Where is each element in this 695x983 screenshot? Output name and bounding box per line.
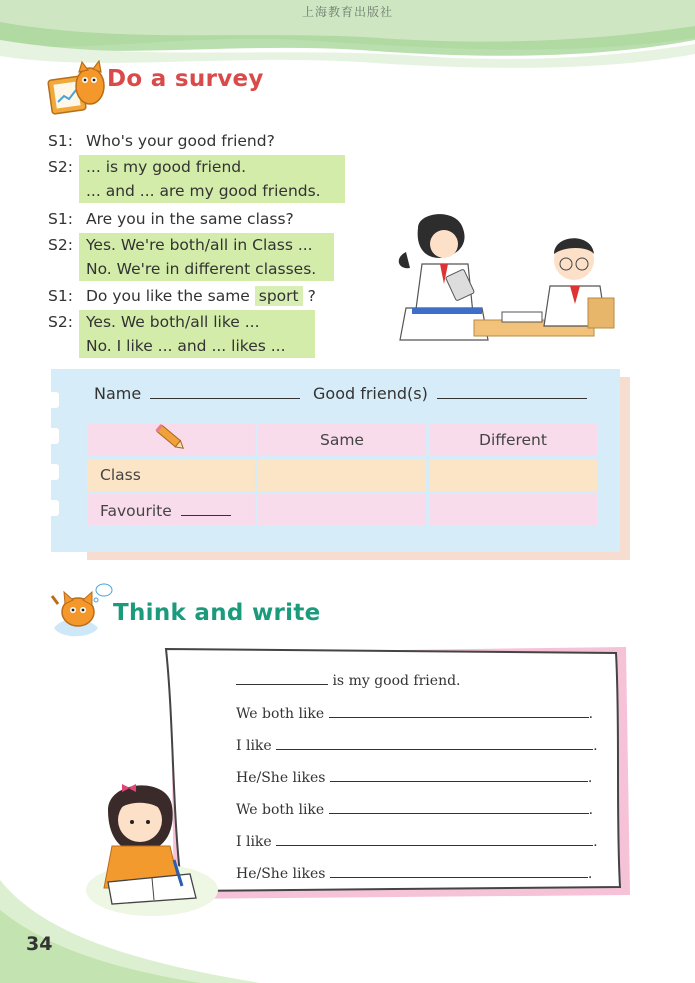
speaker-label: S2: — [48, 313, 73, 331]
card-notch — [43, 464, 59, 480]
pencil-cell — [87, 424, 255, 456]
write-line-5[interactable]: We both like . — [236, 799, 593, 818]
name-label: Name — [94, 384, 142, 403]
row-label-favourite — [87, 494, 255, 526]
name-blank[interactable] — [150, 384, 300, 399]
speaker-label: S2: — [48, 158, 73, 176]
card-notch — [43, 500, 59, 516]
dialogue-line: Are you in the same class? — [86, 210, 294, 228]
write-line-3[interactable]: I like . — [236, 735, 598, 754]
table-cell-favourite-same[interactable] — [258, 494, 426, 526]
col-header-different: Different — [429, 424, 597, 456]
dialogue-text: Do you like the same — [86, 287, 250, 305]
write-line-text: is my good friend. — [332, 673, 461, 689]
publisher-name: 上海教育出版社 — [301, 5, 393, 19]
card-notch — [43, 392, 59, 408]
write-line-text: He/She likes — [236, 770, 326, 786]
answer-blank[interactable] — [236, 670, 328, 685]
survey-table — [84, 421, 600, 529]
think-title: Think and write — [113, 600, 321, 626]
table-cell-favourite-different[interactable] — [429, 494, 597, 526]
dialogue-text: ? — [307, 287, 316, 305]
survey-title: Do a survey — [107, 66, 264, 92]
row-label-class: Class — [87, 459, 255, 491]
dialogue-line: ... and ... are my good friends. — [86, 182, 321, 200]
speaker-label: S1: — [48, 210, 73, 228]
keyword-highlight: sport — [255, 286, 303, 306]
write-line-text: I like — [236, 738, 272, 754]
students-illustration — [378, 208, 618, 348]
dialogue-line — [86, 284, 316, 308]
write-line-6[interactable]: I like . — [236, 831, 598, 850]
write-line-1[interactable] — [236, 670, 461, 689]
page-number: 34 — [26, 933, 53, 955]
cat-thinking-icon — [48, 582, 114, 640]
dialogue-line: Yes. We both/all like ... — [86, 313, 260, 331]
dialogue-line: Yes. We're both/all in Class ... — [86, 236, 313, 254]
answer-blank[interactable] — [276, 831, 593, 846]
table-cell-class-different[interactable] — [429, 459, 597, 491]
write-line-7[interactable]: He/She likes . — [236, 863, 592, 882]
col-header-same: Same — [258, 424, 426, 456]
name-field[interactable] — [94, 384, 300, 403]
cat-clipboard-icon — [46, 60, 108, 116]
answer-blank[interactable] — [276, 735, 593, 750]
friend-label: Good friend(s) — [313, 384, 428, 403]
dialogue-line: No. I like ... and ... likes ... — [86, 337, 286, 355]
write-line-text: He/She likes — [236, 866, 326, 882]
favourite-label: Favourite — [100, 501, 172, 520]
dialogue-line: No. We're in different classes. — [86, 260, 317, 278]
table-cell-class-same[interactable] — [258, 459, 426, 491]
answer-blank[interactable] — [329, 799, 589, 814]
friend-blank[interactable] — [437, 384, 587, 399]
favourite-blank[interactable] — [181, 501, 231, 516]
write-line-2[interactable]: We both like . — [236, 703, 593, 722]
speaker-label: S2: — [48, 236, 73, 254]
write-line-4[interactable]: He/She likes . — [236, 767, 592, 786]
write-line-text: We both like — [236, 802, 325, 818]
card-notch — [43, 428, 59, 444]
pencil-icon — [154, 424, 188, 452]
answer-blank[interactable] — [330, 767, 588, 782]
speaker-label: S1: — [48, 287, 73, 305]
answer-blank[interactable] — [330, 863, 588, 878]
write-line-text: I like — [236, 834, 272, 850]
speaker-label: S1: — [48, 132, 73, 150]
footer-swoosh — [0, 840, 260, 983]
dialogue-line: Who's your good friend? — [86, 132, 275, 150]
dialogue-line: ... is my good friend. — [86, 158, 247, 176]
friend-field[interactable] — [313, 384, 587, 403]
write-line-text: We both like — [236, 706, 325, 722]
answer-blank[interactable] — [329, 703, 589, 718]
